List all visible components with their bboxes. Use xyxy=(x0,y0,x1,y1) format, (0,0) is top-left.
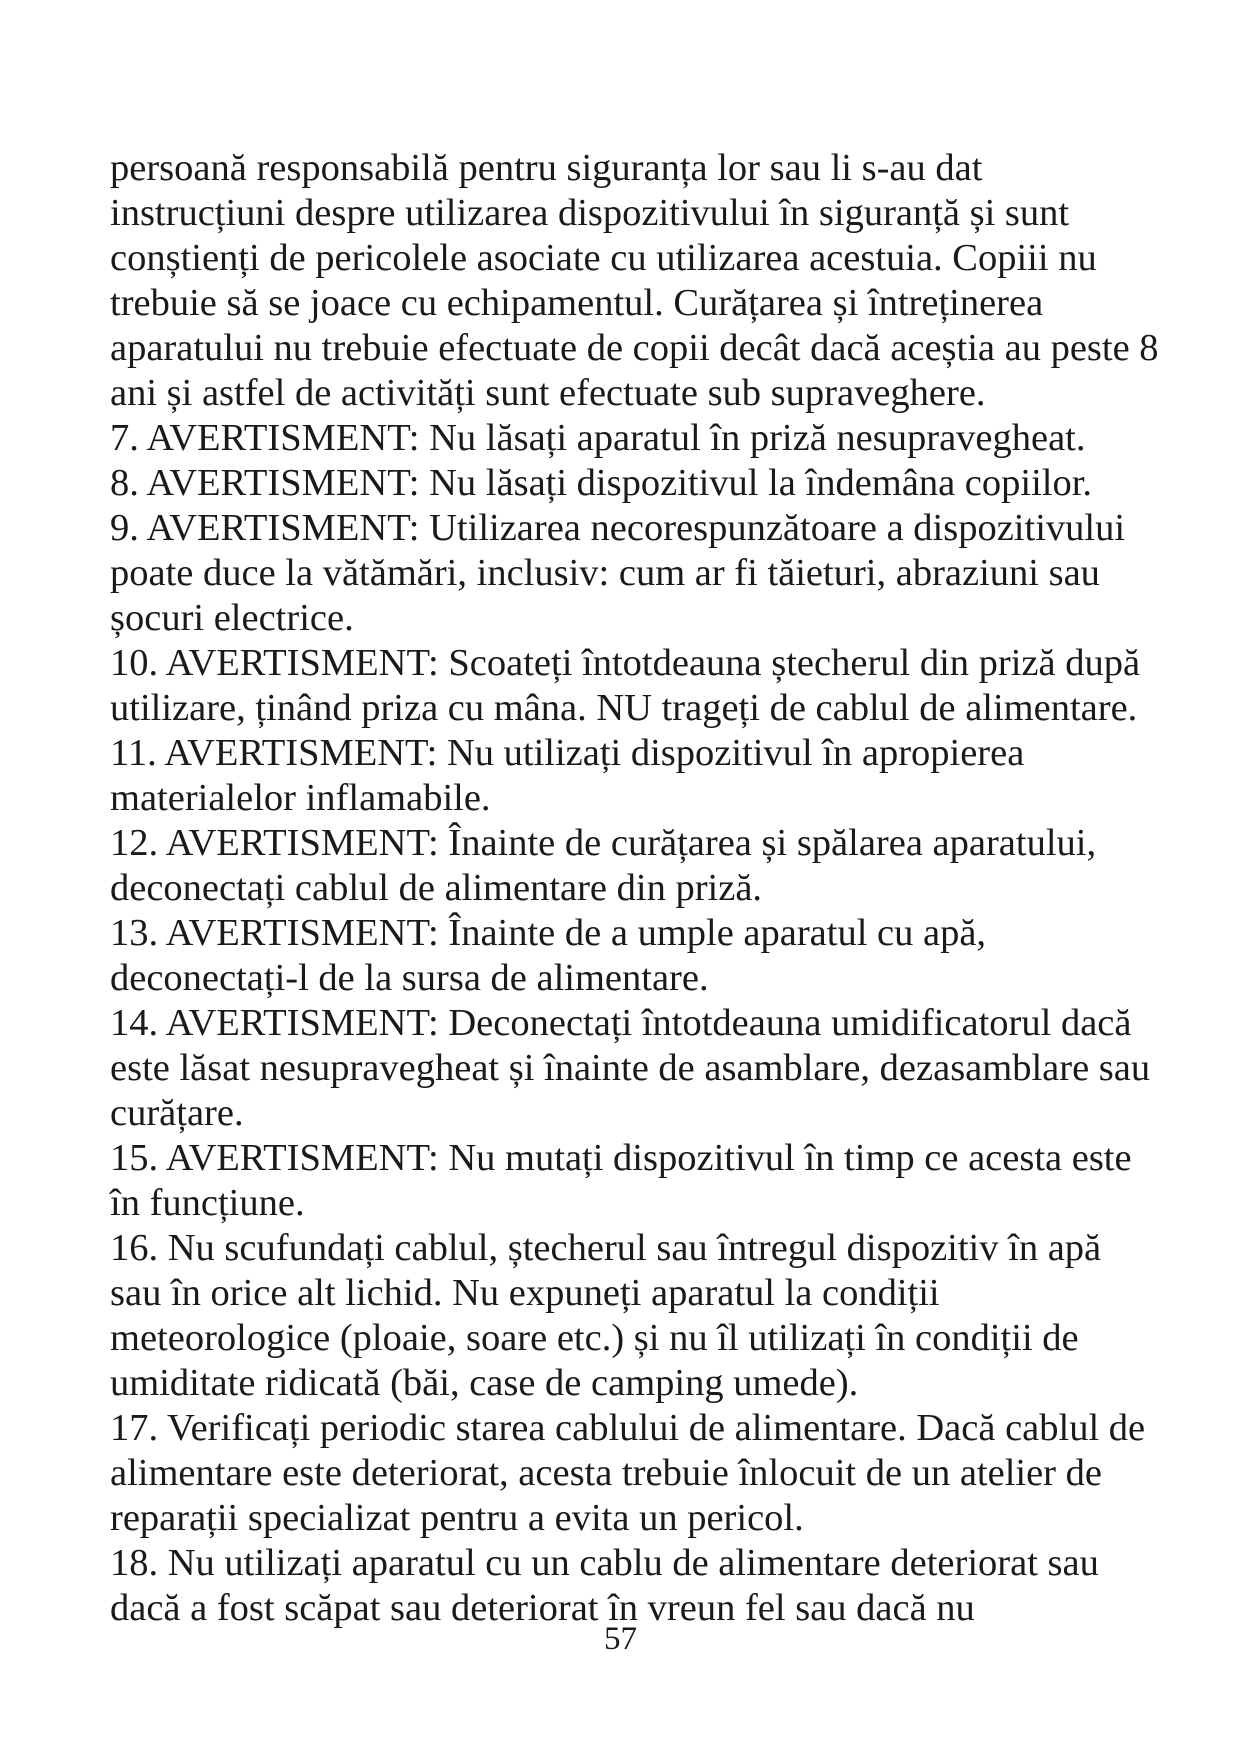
warning-item-9: 9. AVERTISMENT: Utilizarea necorespunzătoare a dispozitivului xyxy=(110,507,1126,549)
text-line: este lăsat nesupravegheat și înainte de asamblare, dezasamblare sau xyxy=(110,1047,1151,1089)
text-line: conștienți de pericolele asociate cu utilizarea acestuia. Copiii nu xyxy=(110,237,1097,279)
text-line: dacă a fost scăpat sau deteriorat în vreun fel sau dacă nu xyxy=(110,1587,975,1629)
text-line: umiditate ridicată (băi, case de camping umede). xyxy=(110,1362,859,1404)
text-line: în funcțiune. xyxy=(110,1182,305,1224)
text-line: deconectați cablul de alimentare din priză. xyxy=(110,867,763,909)
text-line: instrucțiuni despre utilizarea dispozitivului în siguranță și sunt xyxy=(110,192,1070,234)
page-number: 57 xyxy=(604,1621,637,1657)
text-line: curățare. xyxy=(110,1092,244,1134)
text-line: utilizare, ținând priza cu mâna. NU trageți de cablul de alimentare. xyxy=(110,687,1138,729)
text-line: reparații specializat pentru a evita un pericol. xyxy=(110,1497,804,1539)
safety-instructions-text xyxy=(110,146,1170,1631)
text-line: șocuri electrice. xyxy=(110,597,354,639)
text-line: deconectați-l de la sursa de alimentare. xyxy=(110,957,709,999)
text-line: meteorologice (ploaie, soare etc.) și nu îl utilizați în condiții de xyxy=(110,1317,1079,1359)
text-line: persoană responsabilă pentru siguranța lor sau li s-au dat xyxy=(110,147,983,189)
warning-item-14: 14. AVERTISMENT: Deconectați întotdeauna umidificatorul dacă xyxy=(110,1002,1132,1044)
warning-item-15: 15. AVERTISMENT: Nu mutați dispozitivul în timp ce acesta este xyxy=(110,1137,1132,1179)
warning-item-11: 11. AVERTISMENT: Nu utilizați dispozitivul în apropierea xyxy=(110,732,1025,774)
text-line: materialelor inflamabile. xyxy=(110,777,491,819)
warning-item-8: 8. AVERTISMENT: Nu lăsați dispozitivul la îndemâna copiilor. xyxy=(110,462,1093,504)
text-line: poate duce la vătămări, inclusiv: cum ar fi tăieturi, abraziuni sau xyxy=(110,552,1100,594)
warning-item-13: 13. AVERTISMENT: Înainte de a umple aparatul cu apă, xyxy=(110,912,987,954)
instruction-item-17: 17. Verificați periodic starea cablului de alimentare. Dacă cablul de xyxy=(110,1407,1146,1449)
text-line: aparatului nu trebuie efectuate de copii decât dacă aceștia au peste 8 xyxy=(110,327,1159,369)
warning-item-7: 7. AVERTISMENT: Nu lăsați aparatul în priză nesupravegheat. xyxy=(110,417,1086,459)
text-line: ani și astfel de activități sunt efectuate sub supraveghere. xyxy=(110,372,986,414)
warning-item-12: 12. AVERTISMENT: Înainte de curățarea și spălarea aparatului, xyxy=(110,822,1097,864)
instruction-item-16: 16. Nu scufundați cablul, ștecherul sau întregul dispozitiv în apă xyxy=(110,1227,1102,1269)
warning-item-10: 10. AVERTISMENT: Scoateți întotdeauna ștecherul din priză după xyxy=(110,642,1141,684)
text-line: sau în orice alt lichid. Nu expuneți aparatul la condiții xyxy=(110,1272,940,1314)
instruction-item-18: 18. Nu utilizați aparatul cu un cablu de alimentare deteriorat sau xyxy=(110,1542,1099,1584)
text-line: alimentare este deteriorat, acesta trebuie înlocuit de un atelier de xyxy=(110,1452,1102,1494)
text-line: trebuie să se joace cu echipamentul. Curățarea și întreținerea xyxy=(110,282,1044,324)
